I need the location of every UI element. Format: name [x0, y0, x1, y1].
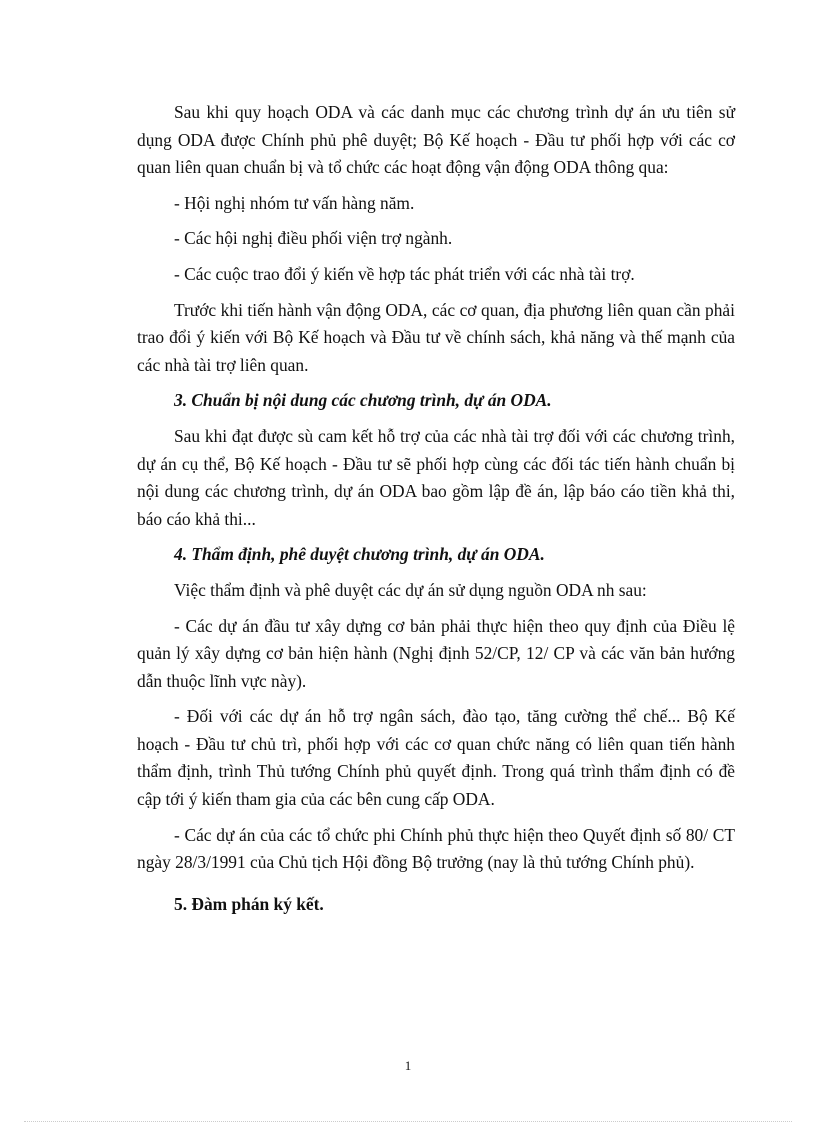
- page-number: 1: [404, 1058, 412, 1073]
- paragraph-appraisal-intro: Việc thẩm định và phê duyệt các dự án sử dụng nguồn ODA nh sau:: [174, 579, 647, 600]
- page-bottom-divider: [24, 1121, 792, 1122]
- list-item-aid-coordination: - Các hội nghị điều phối viện trợ ngành.: [174, 228, 453, 249]
- section-heading-5: 5. Đàm phán ký kết.: [174, 893, 324, 914]
- paragraph-construction-projects: - Các dự án đầu tư xây dựng cơ bản phải thực hiện theo quy định của Điều lệ quản lý xây dựng cơ bản hiện hành (Nghị định 52/CP, 12/ CP và các văn bản hướng dẫn thuộc lĩnh vực này).: [137, 615, 735, 691]
- paragraph-budget-support: - Đối với các dự án hỗ trợ ngân sách, đào tạo, tăng cường thể chế... Bộ Kế hoạch - Đầu tư chủ trì, phối hợp với các cơ quan chức năng có liên quan tiến hành thẩm định, trình Thủ tướng Chính phủ quyết định. Trong quá trình thẩm định có đề cập tới ý kiến tham gia của các bên cung cấp ODA.: [137, 706, 735, 810]
- paragraph-preparation: Sau khi đạt được sù cam kết hỗ trợ của các nhà tài trợ đối với các chương trình, dự án cụ thể, Bộ Kế hoạch - Đầu tư sẽ phối hợp cùng các đối tác tiến hành chuẩn bị nội dung các chương trình, dự án ODA bao gồm lập đề án, lập báo cáo tiền khả thi, báo cáo khả thi...: [137, 425, 735, 529]
- section-heading-4: 4. Thẩm định, phê duyệt chương trình, dự án ODA.: [174, 544, 545, 565]
- paragraph-oda-mobilization: Sau khi quy hoạch ODA và các danh mục các chương trình dự án ưu tiên sử dụng ODA được Chính phủ phê duyệt; Bộ Kế hoạch - Đầu tư phối hợp với các cơ quan liên quan chuẩn bị và tổ chức các hoạt động vận động ODA thông qua:: [137, 102, 735, 178]
- page-content: [137, 99, 735, 926]
- paragraph-before-mobilization: Trước khi tiến hành vận động ODA, các cơ quan, địa phương liên quan cần phải trao đổi ý kiến với Bộ Kế hoạch và Đầu tư về chính sách, khả năng và thế mạnh của các nhà tài trợ liên quan.: [137, 299, 735, 375]
- list-item-development-cooperation: - Các cuộc trao đổi ý kiến về hợp tác phát triển với các nhà tài trợ.: [174, 263, 635, 284]
- paragraph-ngo-projects: - Các dự án của các tổ chức phi Chính phủ thực hiện theo Quyết định số 80/ CT ngày 28/3/1991 của Chủ tịch Hội đồng Bộ trưởng (nay là thủ tướng Chính phủ).: [137, 824, 735, 873]
- section-heading-3: 3. Chuẩn bị nội dung các chương trình, dự án ODA.: [174, 390, 552, 411]
- list-item-consultative-group: - Hội nghị nhóm tư vấn hàng năm.: [174, 192, 415, 213]
